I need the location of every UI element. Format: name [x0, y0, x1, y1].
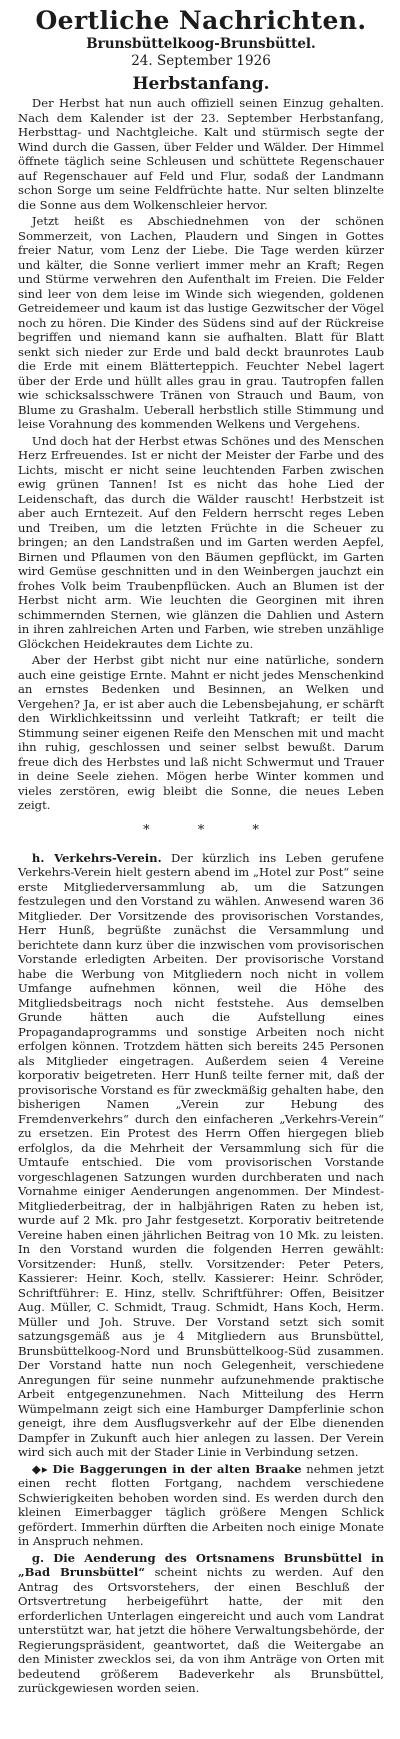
- news-item-ortsname: [18, 1551, 384, 1696]
- news-item-lead: h. Verkehrs-Verein.: [31, 850, 162, 865]
- news-item-text: scheint nichts zu werden. Auf den Antrag des Ortsvorstehers, der einen Beschluß der Ortsvertretung herbeigeführt hatte, der mit den erforderlichen Unterlagen eingereicht und auch vom Landrat unterstützt war, hat jetzt die höhere Verwaltungsbehörde, der Regierungspräsident, geantwortet, daß die Weitergabe an den Minister zwecklos sei, da von ihm Anträge von Orten mit bedeutend größerem Badeverkehr als Brunsbüttel, zurückgewiesen worden seien.: [18, 1565, 384, 1695]
- article-herbstanfang: [18, 96, 384, 813]
- article-paragraph: Aber der Herbst gibt nicht nur eine natürliche, sondern auch eine geistige Ernte. Mahnt er nicht jedes Menschenkind an ernstes Bedenken und Besinnen, an Welken und Vergehen? Ja, er ist aber auch die Lebensbejahung, er schärft den Wirklichkeitssinn und verleiht Tatkraft; er teilt die Stimmung seiner eigenen Reife den Menschen mit und macht ihn ruhig, geschlossen und seiner selbst bewußt. Darum freue dich des Herbstes und laß nicht Schwermut und Trauer in deine Seele ziehen. Mögen herbe Winter kommen und vieles zerstören, ewig bleibt die Sonne, die neues Leben zeigt.: [18, 653, 384, 812]
- news-item-text: nehmen jetzt einen recht flotten Fortgang, nachdem verschiedene Schwierigkeiten behoben worden sind. Es werden durch den kleinen Eimerbagger täglich größere Mengen Schlick gefördert. Immerhin dürften die Arbeiten noch einige Monate in Anspruch nehmen.: [18, 1461, 385, 1548]
- location-subtitle: Brunsbüttelkoog-Brunsbüttel.: [86, 36, 316, 52]
- news-item-baggerungen: [18, 1462, 384, 1549]
- news-item-lead: Die Baggerungen in der alten Braake: [52, 1461, 302, 1476]
- section-separator: * * *: [143, 822, 281, 838]
- local-notes: [18, 851, 384, 1696]
- article-paragraph: Und doch hat der Herbst etwas Schönes und des Menschen Herz Erfreuendes. Ist er nicht der Meister der Farbe und des Lichts, mischt er nicht seine leuchtenden Farben zwischen ewig grünen Tannen! Ist es nicht das hohe Lied der Leidenschaft, das durch die Wälder rauscht! Herbstzeit ist aber auch Erntezeit. Auf den Feldern herrscht reges Leben und Treiben, um die letzten Früchte in die Scheuer zu bringen; an den Landstraßen und im Garten werden Aepfel, Birnen und Pflaumen von den Bäumen gepflückt, im Garten wird Gemüse geschnitten und in den Weinbergen jauchzt ein frohes Volk beim Traubenpflücken. Auch an Blumen ist der Herbst nicht arm. Wie leuchten die Georginen mit ihren schimmernden Sternen, wie glänzen die Dahlien und Astern in ihren zahlreichen Arten und Farben, wie streben unzählige Glöckchen Heidekrautes dem Lichte zu.: [18, 433, 384, 651]
- article-paragraph: Jetzt heißt es Abschiednehmen von der schönen Sommerzeit, von Lachen, Plaudern und Singen in Gottes freier Natur, vom Lenz der Liebe. Die Tage werden kürzer und kälter, die Sonne verliert immer mehr an Kraft; Regen und Stürme verwehren den Aufenthalt im Freien. Die Felder sind leer von dem leise im Winde sich wiegenden, goldenen Getreidemeer und kaum ist das lustige Gezwitscher der Vögel noch zu hören. Die Kinder des Südens sind auf der Rückreise begriffen und niemand kann sie aufhalten. Blatt für Blatt senkt sich nieder zur Erde und bald deckt braunrotes Laub die Erde mit einem Blätterteppich. Feuchter Nebel lagert über der Erde und hüllt alles grau in grau. Tautropfen fallen wie schicksalsschwere Tränen von Strauch und Baum, von Blume zu Grashalm. Ueberall herbstlich stille Stimmung und leise Vorahnung des kommenden Welkens und Vergehens.: [18, 214, 384, 431]
- issue-date: 24. September 1926: [131, 53, 271, 69]
- news-item-text: Der kürzlich ins Leben gerufene Verkehrs-Verein hielt gestern abend im „Hotel zur Post“ seine erste Mitgliederversammlung ab, um die Satzungen festzulegen und den Vorstand zu wählen. Anwesend waren 36 Mitglieder. Der Vorsitzende des provisorischen Vorstandes, Herr Hunß, begrüßte zunächst die Versammlung und berichtete dann kurz über die inzwischen vom provisorischen Vorstande erledigten Arbeiten. Der provisorische Vorstand habe die Werbung von Mitgliedern noch nicht in vollem Umfange aufnehmen können, weil die Höhe des Mitgliedsbeitrags noch nicht feststehe. Aus demselben Grunde hätten auch die Aufstellung eines Propagandaprogramms und sonstige Arbeiten noch nicht erfolgen können. Trotzdem hätten sich bereits 245 Personen als Mitglieder eingetragen. Außerdem seien 4 Vereine korporativ beigetreten. Herr Hunß teilte ferner mit, daß der provisorische Vorstand es für zweckmäßig gehalten habe, den bisherigen Namen „Verein zur Hebung des Fremdenverkehrs“ durch den einfacheren „Verkehrs-Verein“ zu ersetzen. Ein Protest des Herrn Offen hiergegen blieb erfolglos, da die Mehrheit der Versammlung sich für die Umtaufe entschied. Die vom provisorischen Vorstande vorgeschlagenen Satzungen wurden durchberaten und nach Vornahme einiger Aenderungen angenommen. Der Mindest-Mitgliederbeitrag, der in halbjährigen Raten zu heben ist, wurde auf 2 Mk. pro Jahr festgesetzt. Korporativ beitretende Vereine haben einen jährlichen Beitrag von 10 Mk. zu leisten. In den Vorstand wurden die folgenden Herren gewählt: Vorsitzender: Hunß, stellv. Vorsitzender: Peter Peters, Kassierer: Heinr. Koch, stellv. Kassierer: Heinr. Schröder, Schriftführer: E. Hinz, stellv. Schriftführer: Offen, Beisitzer Aug. Müller, C. Schmidt, Traug. Schmidt, Hans Koch, Herm. Müller und Joh. Struve. Der Vorstand setzt sich somit satzungsgemäß aus je 4 Mitgliedern aus Brunsbüttel, Brunsbüttelkoog-Nord und Brunsbüttelkoog-Süd zusammen. Der Vorstand hatte nun noch Gelegenheit, verschiedene Anregungen für seine nunmehr aufzunehmende praktische Arbeit entgegenzunehmen. Nach Mitteilung des Herrn Wümpelmann zeigt sich eine Hamburger Dampferlinie schon geneigt, ihre dem Ausflugsverkehr auf der Elbe dienenden Dampfer in Zukunft auch hier anlegen zu lassen. Der Verein wird sich auch mit der Stader Linie in Verbindung setzen.: [18, 850, 384, 1459]
- section-title: Oertliche Nachrichten.: [35, 6, 367, 35]
- article-title: Herbstanfang.: [132, 74, 270, 94]
- news-item-lead: g. Die Aenderung des Ortsnamens Brunsbüttel in „Bad Brunsbüttel“: [18, 1550, 384, 1579]
- article-paragraph: Der Herbst hat nun auch offiziell seinen Einzug gehalten. Nach dem Kalender ist der 23. September Herbstanfang, Herbsttag- und Nachtgleiche. Kalt und stürmisch segte der Wind durch die Gassen, über Felder und Wälder. Der Himmel öffnete täglich seine Schleusen und schüttete Regenschauer auf Regenschauer auf Feld und Flur, sodaß der Landmann schon Sorge um seine Feldfrüchte hatte. Nur selten blinzelte die Sonne aus dem Wolkenschleier hervor.: [18, 96, 384, 212]
- masthead: [18, 6, 384, 70]
- news-item-verkehrsverein: [18, 851, 384, 1460]
- arrow-bullet-icon: ◆▸: [31, 1461, 48, 1476]
